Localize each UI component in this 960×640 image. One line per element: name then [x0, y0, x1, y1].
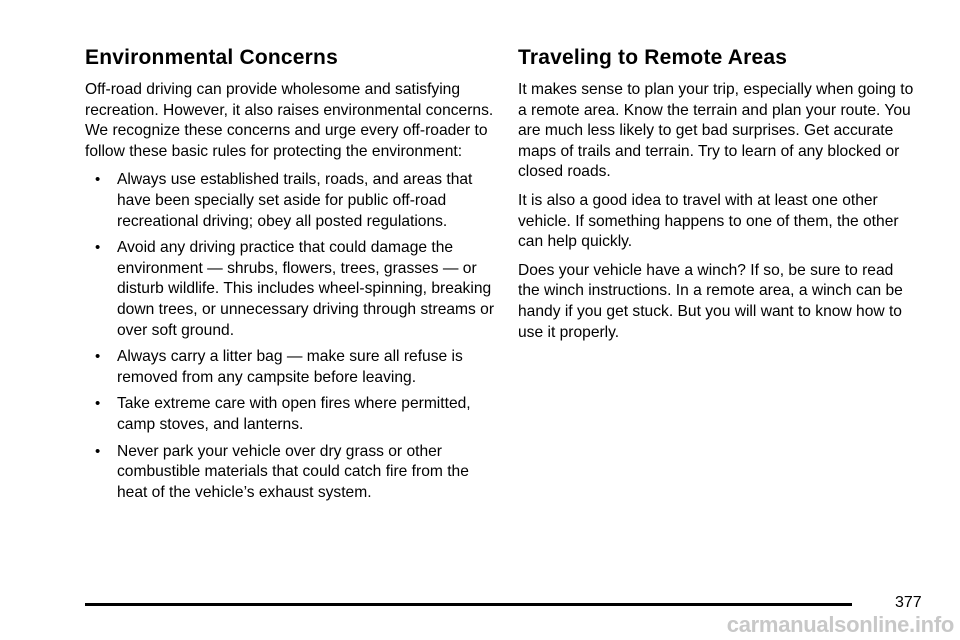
right-column: [518, 44, 918, 351]
list-item: • Never park your vehicle over dry grass or other combustible materials that could catch fire from the heat of the vehicle’s exhaust system.: [95, 442, 469, 501]
left-column: [85, 44, 497, 509]
bullet-icon: •: [95, 239, 101, 257]
list-item: • Always carry a litter bag — make sure all refuse is removed from any campsite before leaving.: [95, 348, 463, 386]
bullet-icon: •: [95, 395, 101, 413]
bullet-icon: •: [95, 348, 101, 366]
footer-rule: [85, 603, 852, 606]
bullet-icon: •: [95, 442, 101, 460]
intro-paragraph: Off-road driving can provide wholesome and satisfying recreation. However, it also raises environmental concerns. We recognize these concerns and urge every off-roader to follow these basic rules for protecting the environment:: [85, 81, 494, 160]
watermark-text: carmanualsonline.info: [726, 612, 954, 637]
section-heading-environmental: Environmental Concerns: [85, 46, 338, 69]
paragraph-plan-trip: It makes sense to plan your trip, especially when going to a remote area. Know the terrain and plan your route. You are much less likely to get bad surprises. Get accurate maps of trails and terrain. Try to learn of any blocked or closed roads.: [518, 81, 914, 181]
list-item: • Avoid any driving practice that could damage the environment — shrubs, flowers, trees, grasses — or disturb wildlife. This includes wheel-spinning, breaking down trees, or unnecessary driving through streams or over soft ground.: [95, 239, 495, 339]
paragraph-other-vehicle: It is also a good idea to travel with at least one other vehicle. If something happens to one of them, the other can help quickly.: [518, 191, 899, 251]
bullet-icon: •: [95, 171, 101, 189]
section-heading-remote-areas: Traveling to Remote Areas: [518, 46, 788, 69]
list-item: • Always use established trails, roads, and areas that have been specially set aside for public off-road recreational driving; obey all posted regulations.: [95, 171, 473, 230]
list-item: • Take extreme care with open fires where permitted, camp stoves, and lanterns.: [95, 395, 471, 433]
paragraph-winch: Does your vehicle have a winch? If so, be sure to read the winch instructions. In a remote area, a winch can be handy if you get stuck. But you will want to know how to use it properly.: [518, 261, 903, 341]
rules-list: [85, 170, 497, 503]
page-number: 377: [895, 594, 922, 611]
